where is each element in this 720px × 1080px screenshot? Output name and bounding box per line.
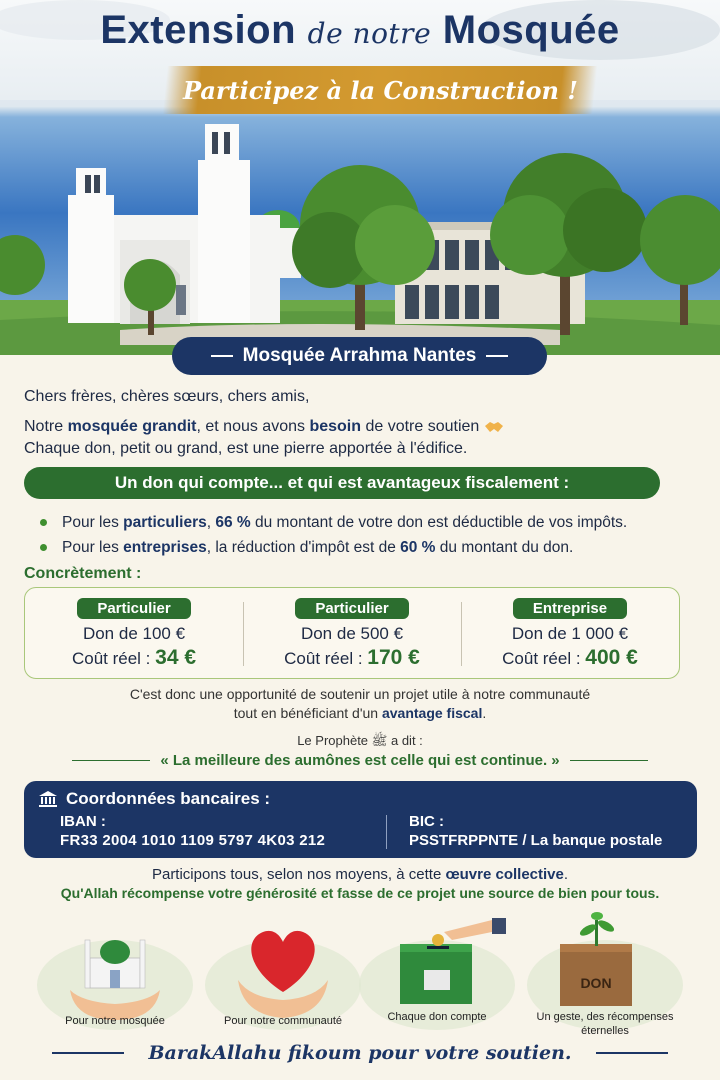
icon-caption: Un geste, des récompenses éternelles — [536, 1011, 674, 1037]
donation-examples — [24, 587, 680, 679]
intro-text — [24, 386, 504, 468]
intro-line2: Chaque don, petit ou grand, est une pierre apportée à l'édifice. — [24, 440, 468, 457]
mosque-name-pill: Mosquée Arrahma Nantes — [172, 337, 547, 375]
participate-banner: Participez à la Construction ! — [162, 66, 597, 114]
card-cout: Coût réel : 400 € — [502, 646, 638, 669]
icon-caption: Chaque don compte — [387, 1011, 487, 1023]
footer: BarakAllahu fikoum pour votre soutien. — [0, 1042, 720, 1064]
closing-line1: Participons tous, selon nos moyens, à cette œuvre collective. — [151, 866, 569, 883]
bank-details — [24, 781, 697, 858]
box-label: DON — [580, 975, 612, 991]
card-tag: Particulier — [295, 598, 408, 619]
card-don: Don de 1 000 € — [511, 624, 629, 643]
prophet-intro: Le Prophète ﷺ a dit : — [297, 733, 423, 748]
concretement-label: Concrètement : — [24, 565, 142, 582]
example-card — [461, 588, 679, 678]
page-title: Extension de notre Mosquée — [100, 8, 620, 52]
card-cout: Coût réel : 34 € — [71, 646, 197, 669]
icon-cell-mosque — [30, 910, 200, 1040]
hadith-quote: « La meilleure des aumônes est celle qui est continue. » — [0, 752, 720, 769]
card-tag: Particulier — [77, 598, 190, 619]
card-don: Don de 500 € — [300, 624, 404, 643]
card-tag: Entreprise — [513, 598, 627, 619]
fiscal-bullets — [40, 510, 627, 560]
fiscal-heading: Un don qui compte... et qui est avantageux fiscalement : — [24, 467, 660, 499]
card-cout: Coût réel : 170 € — [284, 646, 420, 669]
icon-caption: Pour notre mosquée — [65, 1015, 165, 1027]
icon-row — [0, 910, 720, 1040]
bullet-entreprises: Pour les entreprises, la réduction d'impôt est de 60 % du montant du don. — [40, 535, 627, 560]
hero-section — [0, 0, 720, 355]
greeting: Chers frères, chères sœurs, chers amis, — [24, 388, 310, 405]
iban-value: FR33 2004 1010 1109 5797 4K03 212 — [60, 832, 326, 849]
icon-cell-heart — [198, 910, 368, 1040]
iban-label: IBAN : — [60, 813, 106, 830]
mosque-illustration — [0, 0, 720, 355]
intro-line1: Notre mosquée grandit, et nous avons besoin de votre soutien — [24, 416, 504, 438]
closing-line2: Qu'Allah récompense votre générosité et fasse de ce projet une source de bien pour tous. — [60, 885, 660, 901]
icon-caption: Pour notre communauté — [223, 1015, 342, 1027]
bullet-particuliers: Pour les particuliers, 66 % du montant de votre don est déductible de vos impôts. — [40, 510, 627, 535]
example-card — [243, 588, 461, 678]
opportunity-text: C'est donc une opportunité de soutenir un projet utile à notre communauté tout en bénéficiant d'un avantage fiscal. — [129, 686, 591, 721]
bank-heading: Coordonnées bancaires : — [38, 789, 270, 809]
example-card — [25, 588, 243, 678]
icon-cell-box — [352, 910, 522, 1040]
card-don: Don de 100 € — [82, 624, 186, 643]
bic-label: BIC : — [409, 813, 444, 830]
handshake-icon — [484, 420, 504, 434]
icon-cell-plant — [520, 910, 690, 1040]
bic-value: PSSTFRPPNTE / La banque postale — [409, 832, 663, 849]
bank-icon — [38, 790, 58, 808]
